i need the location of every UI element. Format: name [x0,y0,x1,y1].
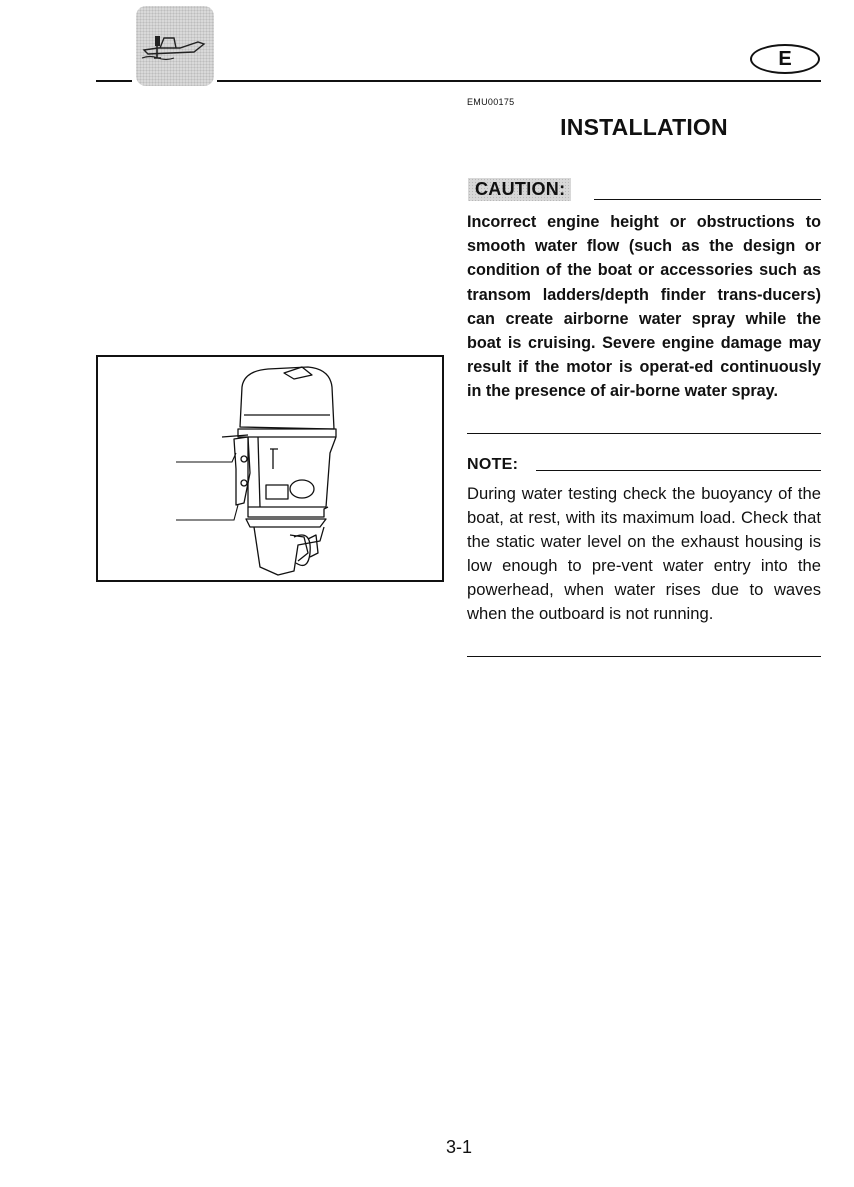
caution-label: CAUTION: [468,178,571,201]
note-label: NOTE: [467,456,519,473]
figure-frame [96,355,444,582]
language-badge: E [750,44,820,74]
boat-icon [136,6,214,86]
caution-end-rule [467,433,821,434]
note-text: During water testing check the buoyancy of the boat, at rest, with its maximum load. Check that the static water level on the exhaust housing is low enough to pre-vent water entry into the powerhead, when water rises due to waves when the outboard is not running. [467,484,821,623]
note-end-rule [467,656,821,657]
header-rule-left [96,80,132,82]
caution-text: Incorrect engine height or obstructions to smooth water flow (such as the design or condition of the boat or accessories such as transom ladders/depth finder trans-ducers) can create airborne water spray while the boat is cruising. Severe engine damage may result if the motor is operat-ed continuously in the presence of air-borne water spray. [467,213,821,401]
chapter-tile [136,6,214,86]
note-rule [536,470,821,471]
document-code: EMU00175 [467,97,515,107]
caution-rule [594,199,821,200]
outboard-motor-icon [98,357,442,580]
header-rule-right [217,80,821,82]
section-title: INSTALLATION [560,114,728,140]
page-number: 3-1 [446,1137,473,1157]
